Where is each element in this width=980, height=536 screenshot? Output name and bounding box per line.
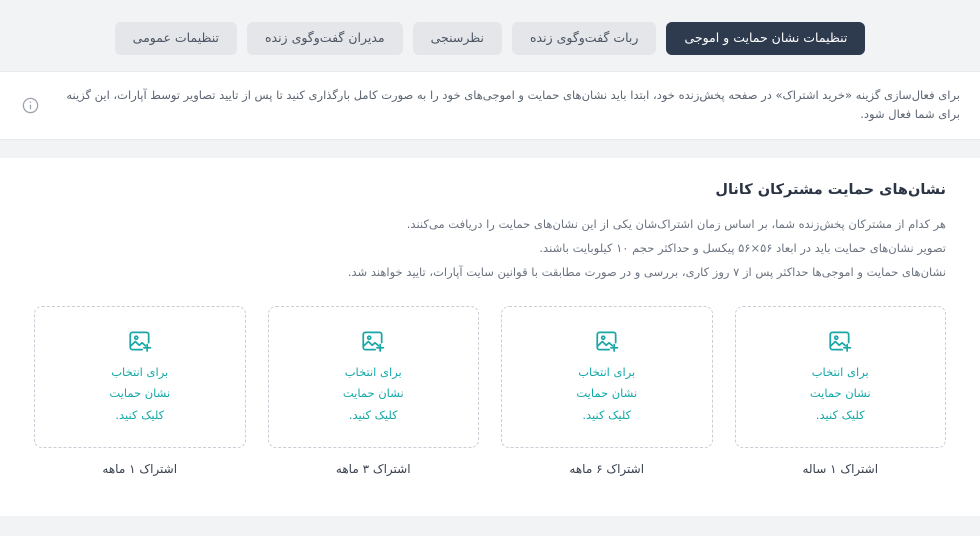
badge-slot-caption: اشتراک ۱ ساله	[802, 462, 879, 477]
badge-slot	[34, 306, 246, 476]
support-badges-card	[0, 158, 980, 516]
tab-live-chat-admins[interactable]: مدیران گفت‌وگوی زنده	[247, 22, 403, 55]
settings-tab-bar	[0, 0, 980, 71]
info-banner	[0, 71, 980, 140]
badge-slot-caption: اشتراک ۳ ماهه	[335, 462, 411, 477]
image-add-icon	[127, 328, 153, 354]
tab-poll[interactable]: نظرسنجی	[413, 22, 502, 55]
tab-live-chat-bot[interactable]: ربات گفت‌وگوی زنده	[512, 22, 656, 55]
badge-upload-label: برای انتخاب نشان حمایت کلیک کنید.	[809, 365, 871, 422]
badge-upload-label: برای انتخاب نشان حمایت کلیک کنید.	[342, 365, 404, 422]
description-line-1: هر کدام از مشترکان پخش‌زنده شما، بر اساس زمان اشتراک‌شان یکی از این نشان‌های حمایت را دریافت می‌کنند.	[406, 216, 946, 231]
image-add-icon	[594, 328, 620, 354]
info-icon	[20, 95, 40, 115]
badge-upload-label: برای انتخاب نشان حمایت کلیک کنید.	[109, 365, 171, 422]
page-title: نشان‌های حمایت مشترکان کانال	[715, 181, 946, 198]
badge-slot	[735, 306, 947, 476]
bottom-spacer	[0, 516, 980, 536]
image-add-icon	[360, 328, 386, 354]
badge-upload-label: برای انتخاب نشان حمایت کلیک کنید.	[576, 365, 638, 422]
badge-upload-dropzone-3-months[interactable]	[268, 306, 480, 448]
badge-upload-dropzone-6-months[interactable]	[501, 306, 713, 448]
badge-slot-caption: اشتراک ۱ ماهه	[102, 462, 178, 477]
badge-slot-list	[34, 306, 946, 476]
tab-general-settings[interactable]: تنظیمات عمومی	[115, 22, 237, 55]
tab-support-badge-emoji-settings[interactable]: تنظیمات نشان حمایت و اموجی	[666, 22, 865, 55]
description-line-2: تصویر نشان‌های حمایت باید در ابعاد ۵۶×۵۶ پیکسل و حداکثر حجم ۱۰ کیلوبایت باشند.	[539, 240, 946, 255]
badge-upload-dropzone-1-month[interactable]	[34, 306, 246, 448]
description-line-3: نشان‌های حمایت و اموجی‌ها حداکثر پس از ۷ روز کاری، بررسی و در صورت مطابقت با قوانین سایت آپارات، تایید خواهند شد.	[347, 264, 946, 279]
badge-slot	[268, 306, 480, 476]
info-banner-text: برای فعال‌سازی گزینه «خرید اشتراک» در صفحه پخش‌زنده خود، ابتدا باید نشان‌های حمایت و اموجی‌های خود را به صورت کامل بارگذاری کنید تا پس از تایید تصاویر توسط آپارات، این گزینه برای شما فعال شود.	[66, 87, 960, 122]
badge-upload-dropzone-1-year[interactable]	[735, 306, 947, 448]
badge-slot	[501, 306, 713, 476]
badge-slot-caption: اشتراک ۶ ماهه	[569, 462, 645, 477]
image-add-icon	[827, 328, 853, 354]
